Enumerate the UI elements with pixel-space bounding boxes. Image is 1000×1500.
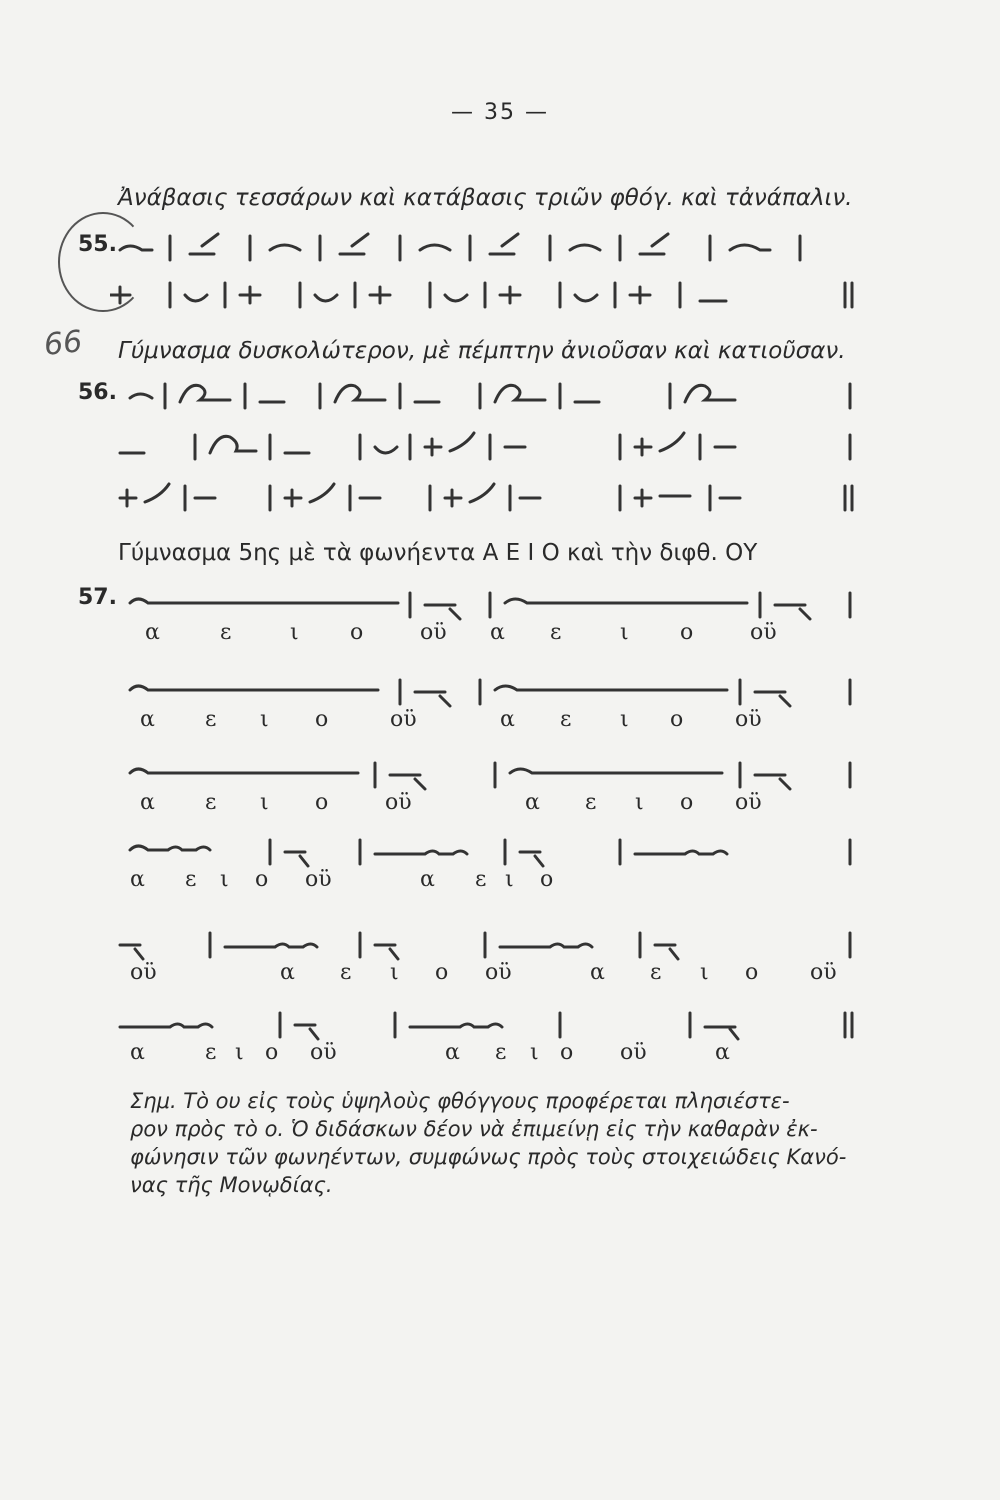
vowel-syllable: ι (700, 960, 709, 985)
heading-exercise-55: Ἀνάβασις τεσσάρων καὶ κατάβασις τριῶν φθόγ. καὶ τἀνάπαλιν. (118, 185, 853, 211)
vowel-syllable: ι (390, 960, 399, 985)
vowel-syllable: ο (315, 790, 329, 815)
neume-line-57-2 (110, 672, 860, 712)
vowel-syllable: α (140, 707, 155, 732)
vowel-syllable: οϋ (735, 790, 762, 815)
vowel-syllable: ο (350, 620, 364, 645)
neume-notation (110, 1005, 860, 1045)
vowel-syllable: ο (745, 960, 759, 985)
vowel-syllable: ι (530, 1040, 539, 1065)
neume-notation (110, 672, 860, 712)
heading-exercise-57: Γύμνασμα 5ης μὲ τὰ φωνήεντα Α Ε Ι Ο καὶ τὴν διφθ. ΟΥ (118, 540, 758, 566)
vowel-syllable: οϋ (390, 707, 417, 732)
vowel-syllable: ο (265, 1040, 279, 1065)
vowel-syllable: ε (220, 620, 232, 645)
neume-notation (110, 275, 860, 315)
vowel-syllable: ε (205, 790, 217, 815)
neume-line-56-3 (110, 478, 860, 518)
vowel-syllable: ι (260, 707, 269, 732)
margin-handwritten-note: 66 (42, 324, 84, 363)
vowel-syllable: ο (255, 867, 269, 892)
vowel-syllable: α (140, 790, 155, 815)
vowel-line-2 (130, 707, 860, 735)
vowel-syllable: ε (205, 707, 217, 732)
vowel-syllable: ε (550, 620, 562, 645)
neume-line-55-2 (110, 275, 860, 315)
footnote-line: ρον πρὸς τὸ ο. Ὁ διδάσκων δέον νὰ ἐπιμείνῃ εἰς τὴν καθαρὰν ἐκ- (130, 1117, 818, 1141)
vowel-syllable: α (420, 867, 435, 892)
vowel-syllable: ο (540, 867, 554, 892)
vowel-syllable: ο (435, 960, 449, 985)
vowel-syllable: οϋ (305, 867, 332, 892)
vowel-syllable: α (715, 1040, 730, 1065)
vowel-syllable: ο (680, 620, 694, 645)
vowel-syllable: ι (290, 620, 299, 645)
vowel-syllable: οϋ (620, 1040, 647, 1065)
exercise-number-57: 57. (78, 585, 117, 610)
heading-exercise-56: Γύμνασμα δυσκολώτερον, μὲ πέμπτην ἀνιοῦσαν καὶ κατιοῦσαν. (118, 338, 846, 364)
vowel-syllable: οϋ (310, 1040, 337, 1065)
footnote-line: νας τῆς Μονῳδίας. (130, 1173, 333, 1197)
vowel-syllable: ο (560, 1040, 574, 1065)
vowel-syllable: ι (260, 790, 269, 815)
page-number: — 35 — (451, 100, 549, 125)
neume-line-55-1 (110, 228, 860, 268)
footnote-line: φώνησιν τῶν φωνηέντων, συμφώνως πρὸς τοὺς στοιχειώδεις Κανό- (130, 1145, 847, 1169)
vowel-line-1 (130, 620, 860, 648)
vowel-syllable: οϋ (735, 707, 762, 732)
vowel-syllable: ι (635, 790, 644, 815)
vowel-syllable: ι (220, 867, 229, 892)
neume-notation (110, 585, 860, 625)
vowel-syllable: οϋ (750, 620, 777, 645)
vowel-line-6 (130, 1040, 860, 1068)
neume-line-56-2 (110, 427, 860, 467)
vowel-syllable: α (590, 960, 605, 985)
vowel-syllable: α (145, 620, 160, 645)
vowel-syllable: οϋ (130, 960, 157, 985)
neume-notation (110, 228, 860, 268)
neume-line-56-1 (110, 376, 860, 416)
vowel-syllable: ε (495, 1040, 507, 1065)
vowel-line-4 (130, 867, 860, 895)
neume-notation (110, 376, 860, 416)
vowel-syllable: ε (560, 707, 572, 732)
vowel-syllable: α (490, 620, 505, 645)
vowel-syllable: ε (185, 867, 197, 892)
vowel-syllable: α (500, 707, 515, 732)
neume-line-57-4 (110, 832, 860, 872)
vowel-syllable: ε (650, 960, 662, 985)
vowel-syllable: ι (235, 1040, 244, 1065)
vowel-syllable: οϋ (420, 620, 447, 645)
vowel-syllable: ι (505, 867, 514, 892)
exercise-number-56: 56. (78, 380, 117, 405)
vowel-syllable: οϋ (385, 790, 412, 815)
vowel-syllable: α (130, 1040, 145, 1065)
vowel-syllable: ε (205, 1040, 217, 1065)
neume-line-57-1 (110, 585, 860, 625)
vowel-syllable: ι (620, 707, 629, 732)
vowel-syllable: ο (315, 707, 329, 732)
exercise-number-55: 55. (78, 232, 117, 257)
neume-notation (110, 478, 860, 518)
neume-notation (110, 427, 860, 467)
neume-notation (110, 832, 860, 872)
vowel-syllable: ο (680, 790, 694, 815)
footnote-line: Σημ. Τὸ ου εἰς τοὺς ὑψηλοὺς φθόγγους προφέρεται πλησιέστε- (130, 1089, 790, 1113)
neume-line-57-6 (110, 1005, 860, 1045)
vowel-syllable: α (525, 790, 540, 815)
vowel-syllable: ο (670, 707, 684, 732)
vowel-line-5 (130, 960, 860, 988)
vowel-syllable: ε (475, 867, 487, 892)
vowel-syllable: ε (340, 960, 352, 985)
vowel-syllable: οϋ (810, 960, 837, 985)
vowel-syllable: ι (620, 620, 629, 645)
footnote (130, 1087, 870, 1199)
neume-notation (110, 755, 860, 795)
neume-notation (110, 925, 860, 965)
neume-line-57-3 (110, 755, 860, 795)
vowel-syllable: α (130, 867, 145, 892)
vowel-syllable: ε (585, 790, 597, 815)
vowel-syllable: α (445, 1040, 460, 1065)
neume-line-57-5 (110, 925, 860, 965)
vowel-syllable: οϋ (485, 960, 512, 985)
vowel-syllable: α (280, 960, 295, 985)
vowel-line-3 (130, 790, 860, 818)
